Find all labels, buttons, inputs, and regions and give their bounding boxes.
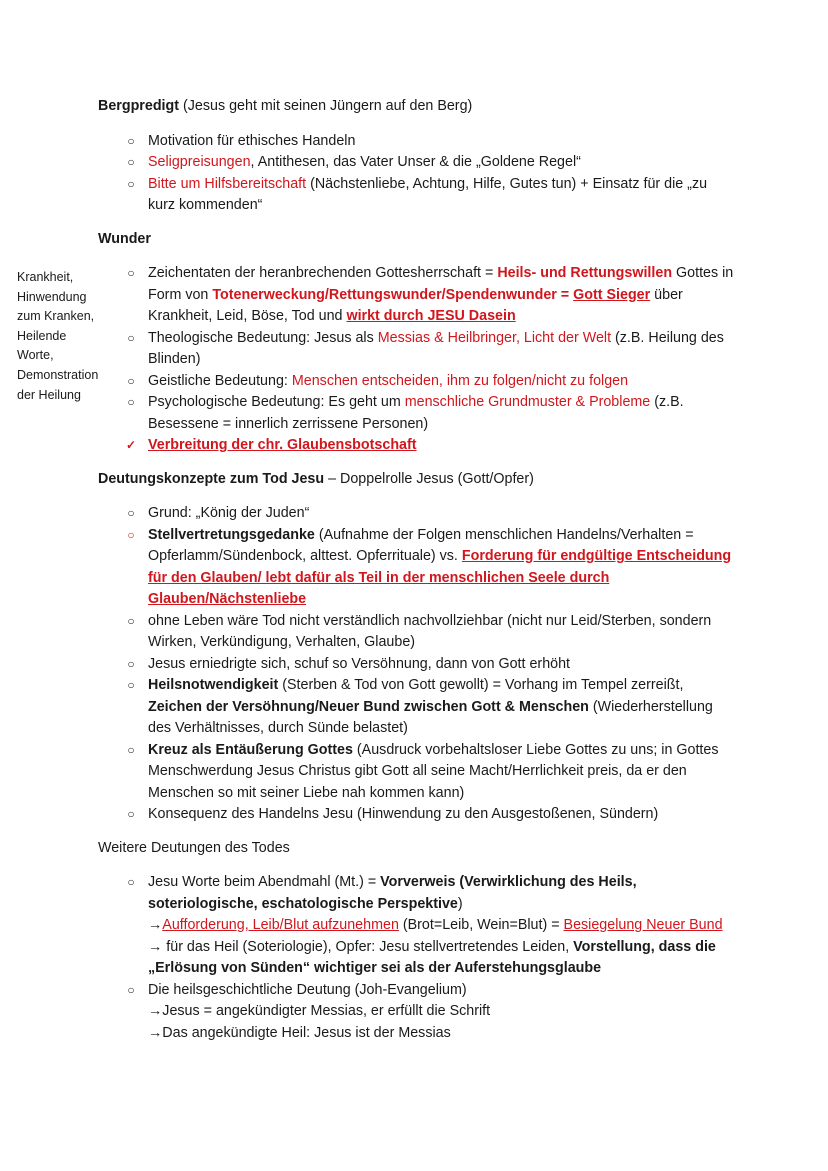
- list-item: ○ Psychologische Bedeutung: Es geht um menschliche Grundmuster & Probleme (z.B. Besessene = innerlich zerrissene Personen): [98, 392, 738, 435]
- list-item: ○ Motivation für ethisches Handeln: [98, 131, 738, 153]
- list-item: ○ Theologische Bedeutung: Jesus als Messias & Heilbringer, Licht der Welt (z.B. Heilung des Blinden): [98, 328, 738, 371]
- sub-line: →Das angekündigte Heil: Jesus ist der Messias: [148, 1024, 451, 1041]
- list-item: ○ Die heilsgeschichtliche Deutung (Joh-Evangelium) →Jesus = angekündigter Messias, er erfüllt die Schrift →Das angekündigte Heil: Jesus ist der Messias: [98, 980, 738, 1045]
- circle-bullet-icon: ○: [127, 155, 135, 169]
- margin-note-line: der Heilung: [17, 387, 81, 402]
- margin-note-line: Worte,: [17, 348, 54, 363]
- circle-bullet-icon: ○: [127, 656, 135, 671]
- circle-bullet-icon: ○: [127, 266, 135, 280]
- margin-note-line: zum Kranken,: [17, 309, 95, 324]
- section-heading-tod-jesu: [98, 469, 738, 491]
- weitere-list: [98, 872, 738, 1044]
- list-item: ○ Bitte um Hilfsbereitschaft (Nächstenliebe, Achtung, Hilfe, Gutes tun) + Einsatz für die „zu kurz kommenden“: [98, 174, 738, 217]
- list-item: ○ Kreuz als Entäußerung Gottes (Ausdruck vorbehaltsloser Liebe Gottes zu uns; in Gottes Menschwerdung Jesus Christus gibt Gott all seine Macht/Herrlichkeit preis, da er den Menschen so mit seiner Liebe nah kommen kann): [98, 740, 738, 805]
- circle-bullet-icon: ○: [127, 742, 135, 757]
- checkmark-icon: ✓: [125, 438, 137, 452]
- section-heading-weitere-deutungen: Weitere Deutungen des Todes: [98, 839, 290, 856]
- circle-bullet-icon: ○: [127, 133, 135, 148]
- bergpredigt-list: [98, 131, 738, 217]
- tod-list: [98, 503, 738, 826]
- circle-bullet-icon: ○: [127, 506, 135, 520]
- circle-bullet-icon: ○: [127, 330, 135, 345]
- list-item: ○ Zeichentaten der heranbrechenden Gottesherrschaft = Heils- und Rettungswillen Gottes in Form von Totenerweckung/Rettungswunder/Spendenwunder = Gott Sieger über Krankheit, Leid, Böse, Tod und wirkt durch JESU Dasein: [98, 263, 738, 328]
- circle-bullet-icon: ○: [127, 176, 135, 191]
- list-item: ○ Konsequenz des Handelns Jesu (Hinwendung zu den Ausgestoßenen, Sündern): [98, 804, 738, 826]
- section-heading-wunder: Wunder: [98, 230, 151, 247]
- heading-title: Deutungskonzepte zum Tod Jesu: [98, 470, 325, 487]
- list-item: ○ Geistliche Bedeutung: Menschen entscheiden, ihm zu folgen/nicht zu folgen: [98, 371, 738, 393]
- list-item: ○ ohne Leben wäre Tod nicht verständlich nachvollziehbar (nicht nur Leid/Sterben, sondern Wirken, Verkündigung, Verhalten, Glaube): [98, 611, 738, 654]
- heading-title: Bergpredigt: [98, 98, 180, 114]
- heading-subtitle: (Jesus geht mit seinen Jüngern auf den Berg): [179, 98, 473, 114]
- circle-bullet-icon: ○: [127, 678, 135, 692]
- wunder-list: [98, 263, 738, 457]
- list-item: ○ Stellvertretungsgedanke (Aufnahme der Folgen menschlichen Handelns/Verhalten = Opferlamm/Sündenbock, alttest. Opferrituale) vs. Forderung für endgültige Entscheidung für den Glauben/ lebt dafür als Teil in der menschlichen Seele durch Glauben/Nächstenliebe: [98, 525, 738, 611]
- document-body: [98, 96, 738, 1056]
- circle-bullet-icon: ○: [127, 373, 135, 388]
- margin-note-line: Heilende: [17, 328, 67, 343]
- circle-bullet-icon: ○: [127, 875, 135, 889]
- margin-note-line: Demonstration: [17, 367, 99, 382]
- list-item: ○ Jesu Worte beim Abendmahl (Mt.) = Vorverweis (Verwirklichung des Heils, soteriologische, eschatologische Perspektive) →Aufforderung, Leib/Blut aufzunehmen (Brot=Leib, Wein=Blut) = Besiegelung Neuer Bund → für das Heil (Soteriologie), Opfer: Jesu stellvertretendes Leiden, Vorstellung, dass die „Erlösung von Sünden“ wichtiger sei als der Auferstehungsglaube: [98, 872, 738, 980]
- circle-bullet-icon: ○: [127, 982, 135, 997]
- circle-bullet-icon: ○: [127, 527, 135, 542]
- list-item: ○ Seligpreisungen, Antithesen, das Vater Unser & die „Goldene Regel“: [98, 152, 738, 174]
- list-item: ○ Jesus erniedrigte sich, schuf so Versöhnung, dann von Gott erhöht: [98, 654, 738, 676]
- list-item: ✓ Verbreitung der chr. Glaubensbotschaft: [98, 435, 738, 457]
- margin-note-line: Krankheit,: [17, 270, 74, 284]
- margin-note-line: Hinwendung: [17, 289, 87, 304]
- list-item: ○ Heilsnotwendigkeit (Sterben & Tod von Gott gewollt) = Vorhang im Tempel zerreißt, Zeichen der Versöhnung/Neuer Bund zwischen Gott & Menschen (Wiederherstellung des Verhältnisses, durch Sünde belastet): [98, 675, 738, 740]
- arrow-icon: →: [148, 917, 163, 933]
- list-item: ○ Grund: „König der Juden“: [98, 503, 738, 525]
- sub-line: → für das Heil (Soteriologie), Opfer: Jesu stellvertretendes Leiden, Vorstellung, dass die „Erlösung von Sünden“ wichtiger sei als der Auferstehungsglaube: [148, 938, 716, 976]
- circle-bullet-icon: ○: [127, 395, 135, 409]
- circle-bullet-icon: ○: [127, 613, 135, 628]
- circle-bullet-icon: ○: [127, 807, 135, 821]
- section-heading-bergpredigt: [98, 96, 738, 118]
- sub-line: →Jesus = angekündigter Messias, er erfüllt die Schrift: [148, 1003, 491, 1019]
- heading-subtitle: – Doppelrolle Jesus (Gott/Opfer): [324, 470, 534, 487]
- sub-line: →Aufforderung, Leib/Blut aufzunehmen (Brot=Leib, Wein=Blut) = Besiegelung Neuer Bund: [148, 917, 723, 933]
